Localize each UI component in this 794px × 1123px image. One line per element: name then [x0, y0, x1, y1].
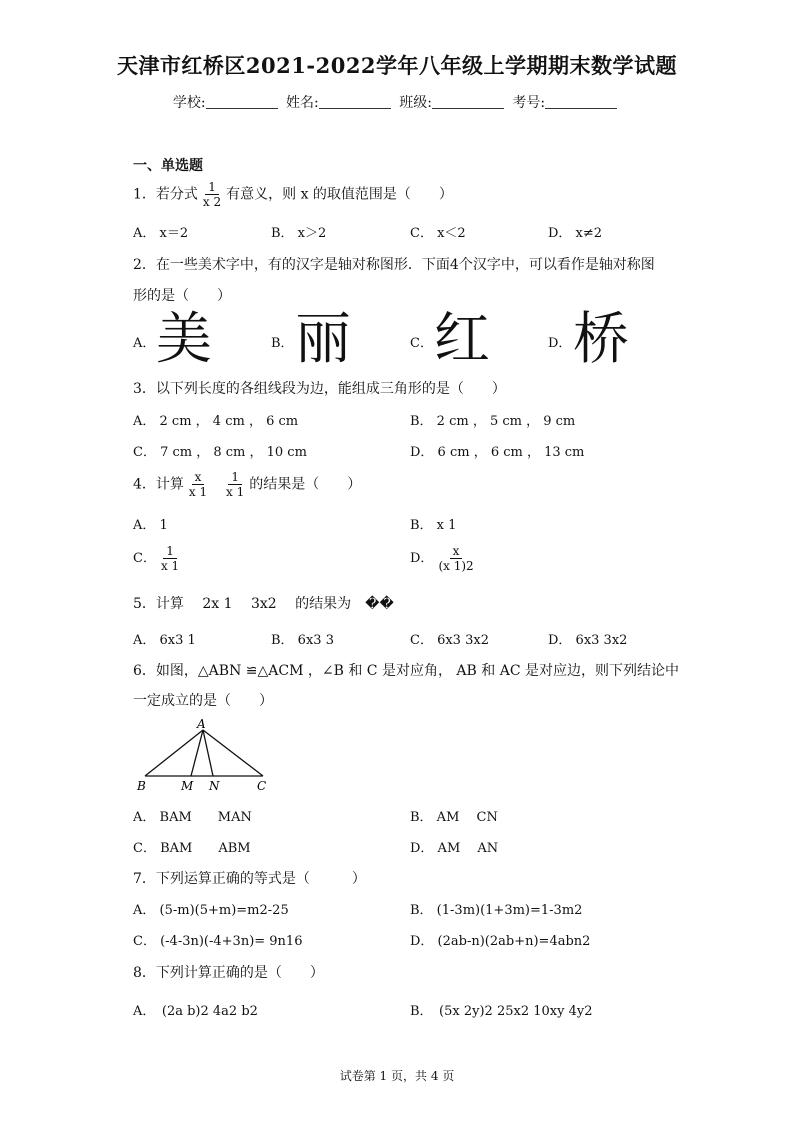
segment-ab [145, 730, 203, 776]
question-8-stem: 8．下列计算正确的是（ ） [133, 965, 324, 981]
q4-frac1-num: x [192, 470, 205, 485]
q4-option-d-label: D． [410, 551, 434, 566]
question-7-stem: 7．下列运算正确的等式是（ ） [133, 871, 366, 887]
q1-option-a: A． x＝2 [133, 226, 189, 241]
label-b: B [137, 779, 146, 793]
q5-option-b: B． 6x3 3 [271, 633, 334, 648]
name-label: 姓名: [286, 95, 319, 111]
q4-fraction-1 [186, 470, 210, 499]
question-4-stem [133, 470, 361, 499]
question-6-line2: 一定成立的是（ ） [133, 693, 273, 709]
q4-option-c-label: C． [133, 551, 156, 566]
q4-option-c-fraction [158, 544, 182, 573]
q4-frac2-num: 1 [228, 470, 242, 485]
q6-option-b: B． AM CN [410, 810, 498, 825]
q7-option-d: D． (2ab-n)(2ab+n)=4abn2 [410, 934, 591, 949]
label-n: N [209, 779, 220, 793]
school-blank[interactable] [206, 94, 278, 109]
q7-option-b: B． (1-3m)(1+3m)=1-3m2 [410, 903, 583, 918]
class-blank[interactable] [432, 94, 504, 109]
class-label: 班级: [399, 95, 432, 111]
q2-char-qiao: 桥 [573, 307, 629, 372]
q1-prefix: 1．若分式 [133, 186, 198, 203]
q4-frac2-den: x 1 [226, 485, 245, 499]
exam-no-blank[interactable] [545, 94, 617, 109]
q2-option-b-label: B． [271, 336, 294, 351]
label-m: M [181, 779, 194, 793]
q5-option-a: A． 6x3 1 [133, 633, 196, 648]
label-a: A [197, 717, 206, 731]
q1-option-b: B． x＞2 [271, 226, 327, 241]
q3-option-b: B． 2 cm ， 5 cm ， 9 cm [410, 414, 576, 429]
q4-d-num: x [450, 544, 463, 559]
q4-frac1-den: x 1 [188, 485, 208, 499]
q3-option-d: D． 6 cm ， 6 cm ， 13 cm [410, 445, 585, 460]
q3-option-c: C． 7 cm ， 8 cm ， 10 cm [133, 445, 307, 460]
q1-frac-num: 1 [205, 180, 219, 195]
q4-option-b: B． x 1 [410, 518, 457, 533]
q1-fraction [200, 180, 224, 209]
segment-am [191, 730, 203, 776]
student-info-line [0, 92, 794, 112]
question-2-line1: 2．在一些美术字中，有的汉字是轴对称图形．下面4个汉字中，可以看作是轴对称图 [133, 257, 655, 273]
q4-suffix: 的结果是（ ） [249, 476, 362, 493]
question-6-line1: 6．如图，△ABN ≌△ACM ，∠B 和 C 是对应角， AB 和 AC 是对应边，则下列结论中 [133, 663, 679, 679]
q4-option-c [133, 544, 184, 573]
q2-option-d-label: D． [548, 336, 572, 351]
q2-char-li: 丽 [295, 307, 351, 372]
q2-char-hong: 红 [434, 307, 490, 372]
q4-d-den: (x 1)2 [438, 559, 474, 573]
q4-c-num: 1 [163, 544, 177, 559]
q1-suffix: 有意义，则 x 的取值范围是（ ） [226, 186, 453, 203]
q2-option-a-label: A． [133, 336, 156, 351]
q7-option-c: C． (-4-3n)(-4+3n)= 9n16 [133, 934, 303, 949]
exam-no-label: 考号: [512, 95, 546, 111]
q6-option-c: C． BAM ABM [133, 841, 251, 856]
triangle-figure [133, 716, 273, 796]
q1-option-c: C． x＜2 [410, 226, 466, 241]
q4-fraction-2 [223, 470, 247, 499]
q1-frac-den: x 2 [202, 195, 222, 209]
q6-option-a: A． BAM MAN [133, 810, 252, 825]
q3-option-a: A． 2 cm ， 4 cm ， 6 cm [133, 414, 299, 429]
school-label: 学校: [172, 95, 206, 111]
q7-option-a: A． (5-m)(5+m)=m2-25 [133, 903, 289, 918]
page-title: 天津市红桥区2021-2022学年八年级上学期期末数学试题 [116, 53, 678, 78]
label-c: C [257, 779, 267, 793]
name-blank[interactable] [319, 94, 391, 109]
q4-option-d [410, 544, 479, 573]
q2-char-mei: 美 [156, 307, 212, 372]
q5-option-d: D． 6x3 3x2 [548, 633, 628, 648]
q1-option-d: D． x≠2 [548, 226, 603, 241]
q2-option-c-label: C． [410, 336, 433, 351]
question-1-stem [133, 180, 453, 209]
q5-option-c: C． 6x3 3x2 [410, 633, 489, 648]
q8-option-a: A． (2a b)2 4a2 b2 [133, 1004, 258, 1019]
question-2-line2: 形的是（ ） [133, 288, 231, 304]
q4-option-a: A． 1 [133, 518, 168, 533]
q6-option-d: D． AM AN [410, 841, 499, 856]
question-3-stem: 3．以下列长度的各组线段为边，能组成三角形的是（ ） [133, 381, 506, 397]
question-5-stem: 5．计算 2x 1 3x2 的结果为 �� [133, 596, 394, 612]
page-footer: 试卷第 1 页，共 4 页 [339, 1069, 455, 1083]
q8-option-b: B． (5x 2y)2 25x2 10xy 4y2 [410, 1004, 593, 1019]
section-heading: 一、单选题 [133, 158, 203, 174]
q4-option-d-fraction [435, 544, 476, 573]
q4-c-den: x 1 [160, 559, 180, 573]
q4-prefix: 4．计算 [133, 476, 184, 493]
